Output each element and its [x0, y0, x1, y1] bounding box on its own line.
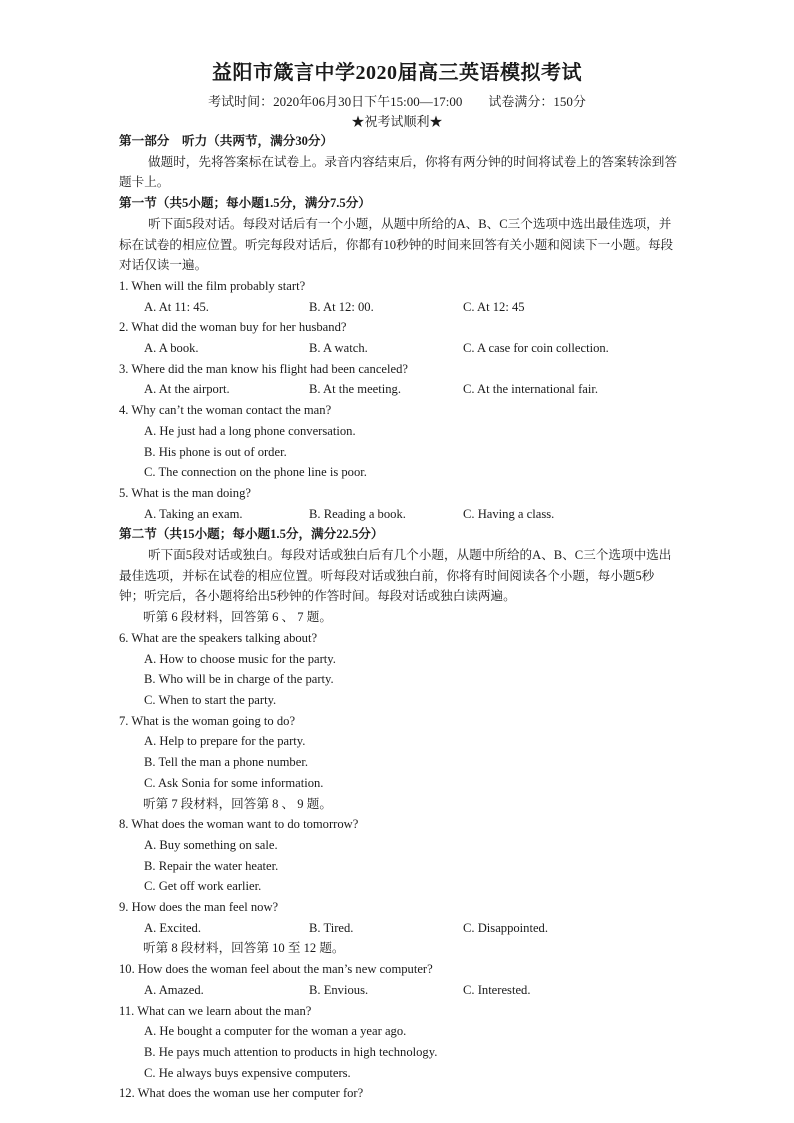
option-a: A. Excited.: [144, 920, 202, 935]
question-9: 9. How does the man feel now?: [119, 900, 279, 915]
material-7-instruction: 听第 7 段材料，回答第 8 、 9 题。: [143, 796, 332, 811]
option-b: B. Tired.: [309, 920, 354, 935]
option-a: A. A book.: [144, 341, 199, 356]
option-b: B. A watch.: [309, 341, 368, 356]
material-8-instruction: 听第 8 段材料，回答第 10 至 12 题。: [143, 941, 345, 956]
question-2-options: [119, 338, 677, 359]
option-b: B. Envious.: [309, 982, 369, 997]
option-c: C. Having a class.: [463, 506, 555, 521]
option-a: A. At 11: 45.: [144, 299, 209, 314]
section1-intro: 听下面5段对话。每段对话后有一个小题，从题中所给的A、B、C三个选项中选出最佳选项，并标在试卷的相应位置。听完每段对话后，你都有10秒钟的时间来回答有关小题和阅读下一小题。每段对话仅读一遍。: [119, 216, 674, 273]
option-a: A. He bought a computer for the woman a year ago.: [144, 1024, 407, 1039]
option-c: C. The connection on the phone line is poor.: [144, 465, 367, 480]
option-a: A. Help to prepare for the party.: [144, 734, 306, 749]
option-c: C. Interested.: [463, 982, 531, 997]
section2-intro: 听下面5段对话或独白。每段对话或独白后有几个小题，从题中所给的A、B、C三个选项中选出最佳选项，并标在试卷的相应位置。听每段对话或独白前，你将有时间阅读各个小题，每小题5秒钟；听完后，各小题将给出5秒钟的作答时间。每段对话或独白读两遍。: [119, 548, 672, 604]
option-c: C. Disappointed.: [463, 920, 549, 935]
option-a: A. How to choose music for the party.: [144, 651, 336, 666]
question-5: 5. What is the man doing?: [119, 485, 251, 500]
option-a: A. At the airport.: [144, 382, 230, 397]
question-6: 6. What are the speakers talking about?: [119, 630, 318, 645]
question-10-options: [119, 980, 677, 1001]
question-3-options: [119, 379, 677, 400]
question-1-options: [119, 297, 677, 318]
material-6-instruction: 听第 6 段材料，回答第 6 、 7 题。: [143, 610, 332, 625]
option-c: C. When to start the party.: [144, 692, 277, 707]
option-c: C. Ask Sonia for some information.: [144, 775, 324, 790]
option-b: B. His phone is out of order.: [144, 444, 287, 459]
option-a: A. Buy something on sale.: [144, 837, 278, 852]
option-c: C. A case for coin collection.: [463, 341, 609, 356]
question-5-options: [119, 504, 677, 525]
section1-heading: 第一节（共5小题；每小题1.5分，满分7.5分）: [119, 196, 371, 211]
option-c: C. At 12: 45: [463, 299, 525, 314]
option-b: B. Repair the water heater.: [144, 858, 279, 873]
option-c: C. He always buys expensive computers.: [144, 1065, 351, 1080]
question-10: 10. How does the woman feel about the man’s new computer?: [119, 962, 433, 977]
exam-wish: ★祝考试顺利★: [351, 114, 443, 129]
option-a: A. Taking an exam.: [144, 506, 243, 521]
question-9-options: [119, 918, 677, 939]
question-4: 4. Why can’t the woman contact the man?: [119, 403, 332, 418]
question-7: 7. What is the woman going to do?: [119, 713, 296, 728]
question-8: 8. What does the woman want to do tomorrow?: [119, 817, 359, 832]
part1-note: 做题时，先将答案标在试卷上。录音内容结束后，你将有两分钟的时间将试卷上的答案转涂到答题卡上。: [119, 154, 677, 190]
question-1: 1. When will the film probably start?: [119, 278, 306, 293]
option-b: B. At the meeting.: [309, 382, 401, 397]
option-b: B. Who will be in charge of the party.: [144, 672, 334, 687]
part1-heading: 第一部分 听力（共两节，满分30分）: [119, 134, 334, 148]
option-b: B. At 12: 00.: [309, 299, 374, 314]
option-c: C. Get off work earlier.: [144, 879, 262, 894]
option-b: B. Reading a book.: [309, 506, 406, 521]
section2-heading: 第二节（共15小题；每小题1.5分，满分22.5分）: [119, 527, 384, 542]
exam-title: 益阳市箴言中学2020届高三英语模拟考试: [212, 62, 582, 84]
question-12: 12. What does the woman use her computer for?: [119, 1086, 364, 1101]
option-b: B. Tell the man a phone number.: [144, 755, 308, 770]
exam-time: 考试时间：2020年06月30日下午15:00—17:00: [208, 94, 463, 109]
option-c: C. At the international fair.: [463, 382, 599, 397]
option-a: A. He just had a long phone conversation.: [144, 423, 356, 438]
option-a: A. Amazed.: [144, 982, 204, 997]
question-11: 11. What can we learn about the man?: [119, 1003, 312, 1018]
question-2: 2. What did the woman buy for her husband?: [119, 320, 347, 335]
question-3: 3. Where did the man know his flight had been canceled?: [119, 361, 408, 376]
exam-body: [119, 131, 677, 1104]
option-b: B. He pays much attention to products in high technology.: [144, 1044, 438, 1059]
exam-info: [0, 91, 794, 110]
exam-score: 试卷满分：150分: [488, 94, 586, 109]
